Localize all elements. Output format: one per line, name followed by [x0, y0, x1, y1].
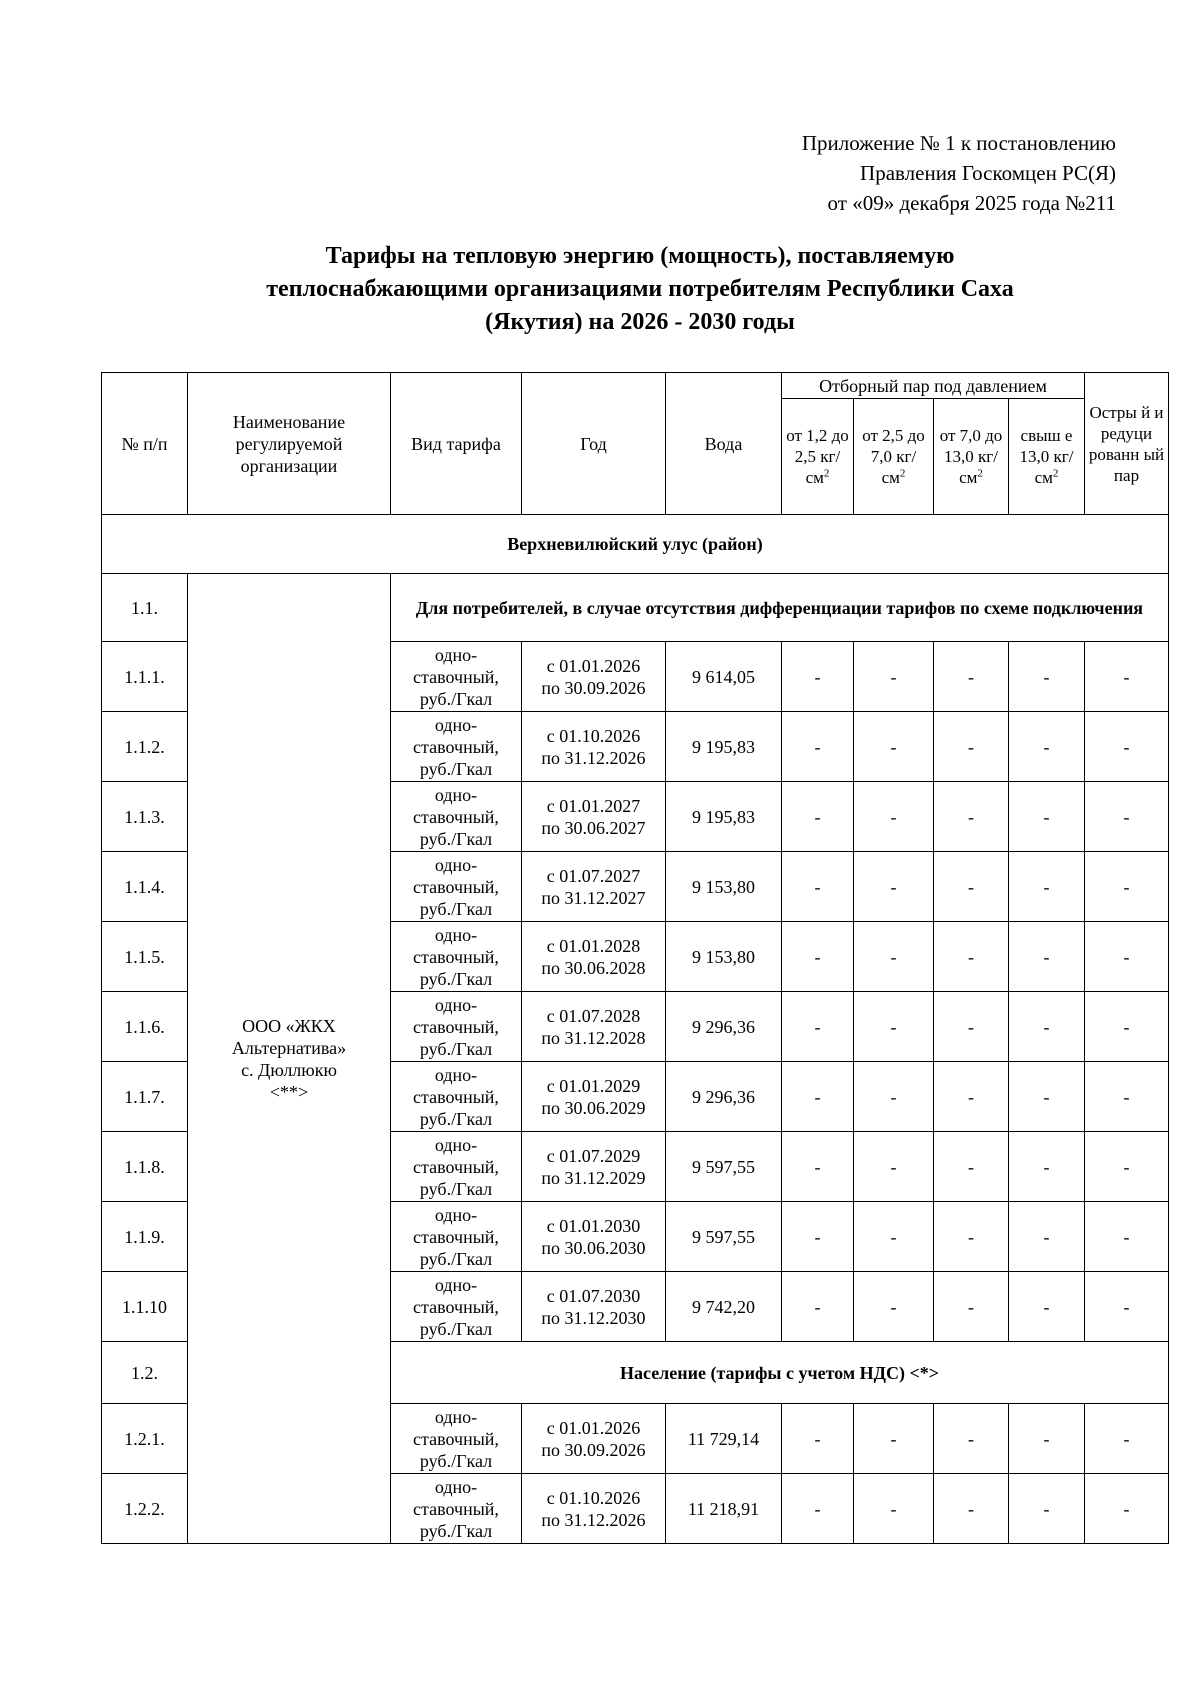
period-to: по 30.06.2029	[541, 1097, 646, 1118]
dash-value: -	[934, 852, 1009, 922]
tariffs-table	[101, 372, 1169, 1544]
dash-value: -	[1009, 922, 1085, 992]
tariff-line-2: ставочный,	[413, 1498, 499, 1519]
period-from: с 01.07.2029	[546, 1145, 641, 1166]
title-line-1: Тарифы на тепловую энергию (мощность), поставляемую	[325, 243, 955, 269]
unit-label: см	[1034, 468, 1053, 487]
period	[522, 1202, 666, 1272]
dash-value: -	[1009, 642, 1085, 712]
dash-value: -	[934, 642, 1009, 712]
tariff-line-2: ставочный,	[413, 1428, 499, 1449]
header-steam-1	[782, 399, 854, 515]
organization-name	[188, 574, 391, 1544]
dash-value: -	[1085, 1202, 1169, 1272]
dash-value: -	[1085, 642, 1169, 712]
tariff-line-3: руб./Гкал	[419, 758, 493, 779]
water-value: 9 296,36	[666, 1062, 782, 1132]
dash-value: -	[1009, 852, 1085, 922]
header-num: № п/п	[102, 373, 188, 515]
dash-value: -	[854, 642, 934, 712]
tariff-type	[391, 712, 522, 782]
tariff-line-1: одно-	[434, 1134, 478, 1155]
tariff-type	[391, 1272, 522, 1342]
dash-value: -	[854, 1062, 934, 1132]
dash-value: -	[1009, 1062, 1085, 1132]
header-year: Год	[522, 373, 666, 515]
water-value: 9 614,05	[666, 642, 782, 712]
tariff-line-2: ставочный,	[413, 666, 499, 687]
period	[522, 1062, 666, 1132]
dash-value: -	[782, 642, 854, 712]
dash-value: -	[1009, 1404, 1085, 1474]
dash-value: -	[854, 1474, 934, 1544]
period-from: с 01.01.2026	[546, 1417, 641, 1438]
tariff-line-3: руб./Гкал	[419, 968, 493, 989]
period-from: с 01.07.2028	[546, 1005, 641, 1026]
row-num: 1.1.7.	[102, 1062, 188, 1132]
tariff-line-2: ставочный,	[413, 1296, 499, 1317]
tariff-line-1: одно-	[434, 1064, 478, 1085]
dash-value: -	[782, 1202, 854, 1272]
dash-value: -	[934, 1474, 1009, 1544]
period-from: с 01.01.2029	[546, 1075, 641, 1096]
row-num: 1.1.1.	[102, 642, 188, 712]
tariff-line-1: одно-	[434, 1476, 478, 1497]
appendix-line-1: Приложение № 1 к постановлению	[801, 131, 1116, 155]
dash-value: -	[782, 1272, 854, 1342]
dash-value: -	[854, 712, 934, 782]
header-steam-group: Отборный пар под давлением	[782, 373, 1085, 399]
tariff-line-1: одно-	[434, 644, 478, 665]
tariff-line-2: ставочный,	[413, 946, 499, 967]
dash-value: -	[934, 1202, 1009, 1272]
tariff-line-1: одно-	[434, 784, 478, 805]
unit-power: 2	[823, 467, 830, 480]
dash-value: -	[782, 852, 854, 922]
dash-value: -	[934, 1062, 1009, 1132]
tariff-line-1: одно-	[434, 1274, 478, 1295]
period-to: по 31.12.2026	[541, 747, 646, 768]
period-to: по 31.12.2029	[541, 1167, 646, 1188]
water-value: 9 195,83	[666, 712, 782, 782]
row-num: 1.1.3.	[102, 782, 188, 852]
dash-value: -	[934, 992, 1009, 1062]
row-num: 1.1.8.	[102, 1132, 188, 1202]
dash-value: -	[1009, 1474, 1085, 1544]
tariff-line-3: руб./Гкал	[419, 898, 493, 919]
tariff-line-3: руб./Гкал	[419, 1450, 493, 1471]
tariff-line-3: руб./Гкал	[419, 688, 493, 709]
unit-label: см	[805, 468, 824, 487]
title-line-3: (Якутия) на 2026 - 2030 годы	[485, 309, 795, 335]
dash-value: -	[854, 1202, 934, 1272]
section-label: Для потребителей, в случае отсутствия дифференциации тарифов по схеме подключения	[391, 574, 1169, 642]
header-steam-3-label: от 7,0 до 13,0 кг/	[939, 426, 1003, 466]
tariff-type	[391, 922, 522, 992]
water-value: 11 218,91	[666, 1474, 782, 1544]
period-from: с 01.07.2030	[546, 1285, 641, 1306]
dash-value: -	[1085, 992, 1169, 1062]
dash-value: -	[782, 1404, 854, 1474]
dash-value: -	[1085, 1272, 1169, 1342]
period-from: с 01.01.2027	[546, 795, 641, 816]
dash-value: -	[782, 922, 854, 992]
period	[522, 642, 666, 712]
period	[522, 1474, 666, 1544]
period-to: по 30.09.2026	[541, 677, 646, 698]
dash-value: -	[1085, 712, 1169, 782]
tariff-type	[391, 1202, 522, 1272]
header-steam-4-label: свыш е 13,0 кг/	[1019, 426, 1074, 466]
tariff-line-3: руб./Гкал	[419, 1248, 493, 1269]
row-num: 1.2.2.	[102, 1474, 188, 1544]
dash-value: -	[854, 1132, 934, 1202]
period-from: с 01.07.2027	[546, 865, 641, 886]
dash-value: -	[934, 782, 1009, 852]
tariff-type	[391, 1474, 522, 1544]
tariff-line-3: руб./Гкал	[419, 1520, 493, 1541]
dash-value: -	[934, 922, 1009, 992]
period-to: по 31.12.2027	[541, 887, 646, 908]
period-to: по 31.12.2030	[541, 1307, 646, 1328]
tariff-line-2: ставочный,	[413, 736, 499, 757]
header-steam-2-label: от 2,5 до 7,0 кг/	[862, 426, 925, 466]
dash-value: -	[1085, 1474, 1169, 1544]
period-to: по 30.09.2026	[541, 1439, 646, 1460]
dash-value: -	[1009, 992, 1085, 1062]
dash-value: -	[782, 712, 854, 782]
tariff-line-2: ставочный,	[413, 1156, 499, 1177]
row-num: 1.1.4.	[102, 852, 188, 922]
tariff-type	[391, 852, 522, 922]
period-to: по 31.12.2026	[541, 1509, 646, 1530]
period	[522, 1132, 666, 1202]
tariff-line-2: ставочный,	[413, 1086, 499, 1107]
tariff-line-2: ставочный,	[413, 1016, 499, 1037]
dash-value: -	[1009, 782, 1085, 852]
row-num: 1.1.9.	[102, 1202, 188, 1272]
period	[522, 782, 666, 852]
period-to: по 30.06.2028	[541, 957, 646, 978]
tariff-type	[391, 992, 522, 1062]
period	[522, 1272, 666, 1342]
period-to: по 31.12.2028	[541, 1027, 646, 1048]
tariff-line-2: ставочный,	[413, 876, 499, 897]
org-line-2: Альтернатива»	[231, 1037, 347, 1058]
tariff-line-3: руб./Гкал	[419, 828, 493, 849]
tariff-line-1: одно-	[434, 1406, 478, 1427]
dash-value: -	[1085, 922, 1169, 992]
period-from: с 01.10.2026	[546, 1487, 641, 1508]
tariff-line-1: одно-	[434, 714, 478, 735]
tariff-line-1: одно-	[434, 854, 478, 875]
period-to: по 30.06.2027	[541, 817, 646, 838]
appendix-line-2: Правления Госкомцен РС(Я)	[860, 161, 1116, 185]
period-from: с 01.01.2028	[546, 935, 641, 956]
dash-value: -	[1009, 1272, 1085, 1342]
dash-value: -	[854, 852, 934, 922]
dash-value: -	[854, 1272, 934, 1342]
tariff-type	[391, 782, 522, 852]
org-line-3: с. Дюллюкю	[241, 1059, 337, 1080]
dash-value: -	[1085, 782, 1169, 852]
region-row: Верхневилюйский улус (район)	[102, 515, 1169, 574]
water-value: 9 153,80	[666, 922, 782, 992]
water-value: 9 742,20	[666, 1272, 782, 1342]
unit-power: 2	[977, 467, 983, 480]
header-steam-1-label: от 1,2 до 2,5 кг/	[786, 426, 849, 466]
dash-value: -	[782, 1132, 854, 1202]
dash-value: -	[782, 1474, 854, 1544]
dash-value: -	[1085, 852, 1169, 922]
org-line-4: <**>	[269, 1081, 309, 1102]
row-num: 1.1.10	[102, 1272, 188, 1342]
header-steam-3	[934, 399, 1009, 515]
header-water: Вода	[666, 373, 782, 515]
unit-label: см	[881, 468, 900, 487]
dash-value: -	[1009, 1132, 1085, 1202]
period-to: по 30.06.2030	[541, 1237, 646, 1258]
tariff-line-3: руб./Гкал	[419, 1038, 493, 1059]
tariff-line-1: одно-	[434, 994, 478, 1015]
water-value: 9 597,55	[666, 1132, 782, 1202]
tariff-line-2: ставочный,	[413, 806, 499, 827]
dash-value: -	[934, 1272, 1009, 1342]
dash-value: -	[1085, 1062, 1169, 1132]
dash-value: -	[854, 992, 934, 1062]
tariff-line-3: руб./Гкал	[419, 1178, 493, 1199]
dash-value: -	[854, 922, 934, 992]
appendix-note	[802, 128, 1116, 218]
dash-value: -	[1085, 1132, 1169, 1202]
period	[522, 992, 666, 1062]
water-value: 9 195,83	[666, 782, 782, 852]
row-num: 1.1.6.	[102, 992, 188, 1062]
row-num: 1.1.2.	[102, 712, 188, 782]
water-value: 9 597,55	[666, 1202, 782, 1272]
tariff-line-3: руб./Гкал	[419, 1108, 493, 1129]
dash-value: -	[1085, 1404, 1169, 1474]
unit-power: 2	[899, 467, 906, 480]
period-from: с 01.01.2026	[546, 655, 641, 676]
dash-value: -	[934, 1132, 1009, 1202]
dash-value: -	[782, 992, 854, 1062]
appendix-line-3: от «09» декабря 2025 года №211	[827, 191, 1116, 215]
document-title	[190, 240, 1090, 339]
header-steam-2	[854, 399, 934, 515]
header-sharp-steam: Остры й и редуци рованн ый пар	[1085, 373, 1169, 515]
period-from: с 01.10.2026	[546, 725, 641, 746]
tariff-line-3: руб./Гкал	[419, 1318, 493, 1339]
tariff-type	[391, 642, 522, 712]
header-organization: Наименование регулируемой организации	[188, 373, 391, 515]
tariff-line-1: одно-	[434, 1204, 478, 1225]
header-steam-4	[1009, 399, 1085, 515]
period	[522, 852, 666, 922]
section-label: Население (тарифы с учетом НДС) <*>	[391, 1342, 1169, 1404]
dash-value: -	[1009, 1202, 1085, 1272]
tariff-line-2: ставочный,	[413, 1226, 499, 1247]
unit-label: см	[959, 468, 978, 487]
section-num: 1.2.	[102, 1342, 188, 1404]
water-value: 11 729,14	[666, 1404, 782, 1474]
row-num: 1.2.1.	[102, 1404, 188, 1474]
dash-value: -	[782, 1062, 854, 1132]
tariff-line-1: одно-	[434, 924, 478, 945]
period-from: с 01.01.2030	[546, 1215, 641, 1236]
org-line-1: ООО «ЖКХ	[242, 1015, 336, 1036]
unit-power: 2	[1052, 467, 1059, 480]
tariff-type	[391, 1062, 522, 1132]
period	[522, 1404, 666, 1474]
title-line-2: теплоснабжающими организациями потребителям Республики Саха	[266, 276, 1014, 302]
tariff-type	[391, 1404, 522, 1474]
water-value: 9 153,80	[666, 852, 782, 922]
dash-value: -	[782, 782, 854, 852]
section-num: 1.1.	[102, 574, 188, 642]
period	[522, 922, 666, 992]
header-tariff-type: Вид тарифа	[391, 373, 522, 515]
tariff-type	[391, 1132, 522, 1202]
row-num: 1.1.5.	[102, 922, 188, 992]
dash-value: -	[1009, 712, 1085, 782]
dash-value: -	[854, 1404, 934, 1474]
water-value: 9 296,36	[666, 992, 782, 1062]
period	[522, 712, 666, 782]
dash-value: -	[934, 712, 1009, 782]
dash-value: -	[934, 1404, 1009, 1474]
dash-value: -	[854, 782, 934, 852]
